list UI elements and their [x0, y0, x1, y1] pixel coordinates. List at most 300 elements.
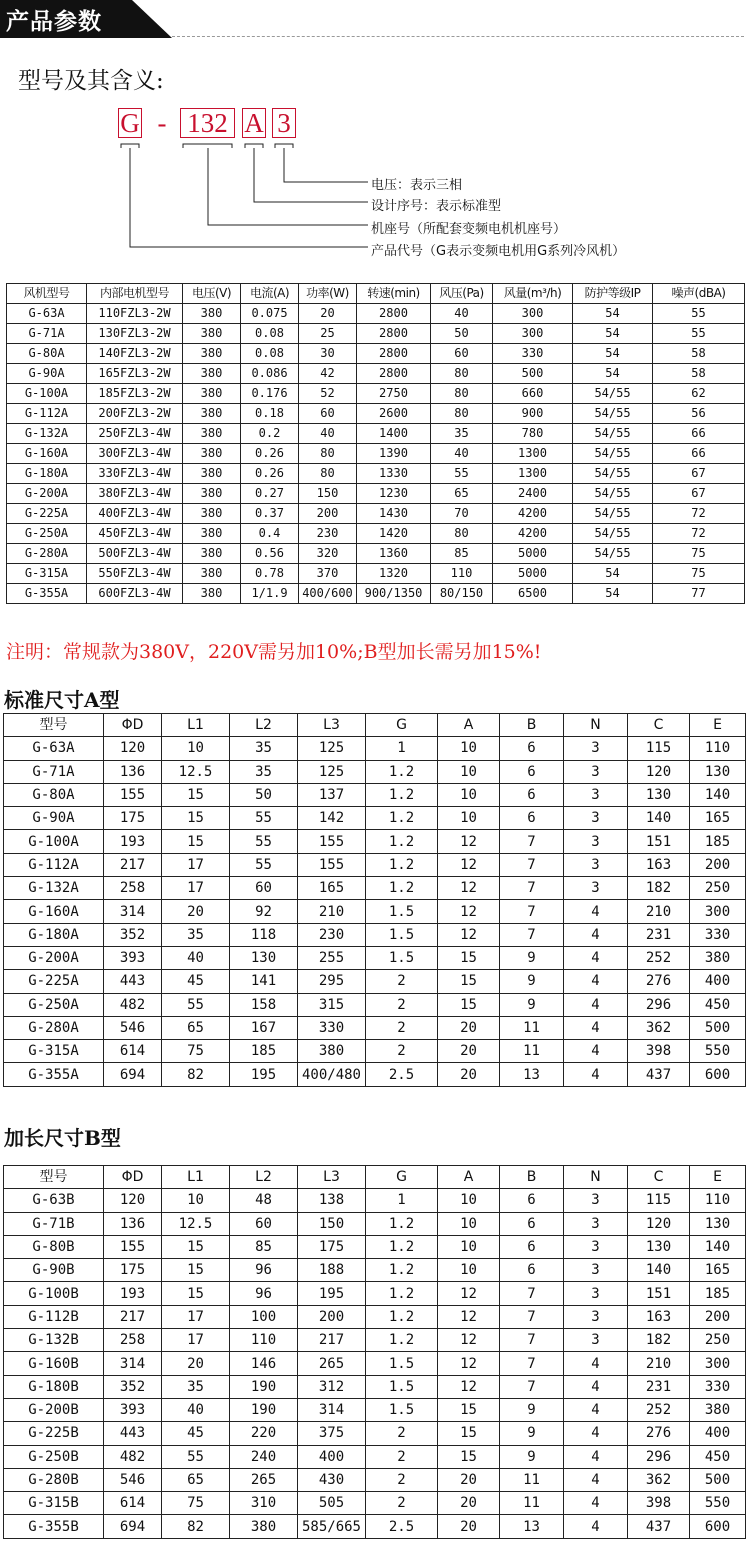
table-b-cell: G-112B	[4, 1305, 104, 1328]
table-a-header-row	[4, 714, 746, 737]
table-a-cell: 437	[628, 1063, 690, 1086]
table-b-cell: 3	[564, 1329, 628, 1352]
params-header-cell: 风压(Pa)	[431, 284, 493, 304]
params-cell: 54	[573, 564, 653, 584]
table-a-cell: 55	[162, 993, 230, 1016]
table-b-cell: 300	[690, 1352, 746, 1375]
table-a-cell: G-225A	[4, 970, 104, 993]
params-cell: G-100A	[7, 384, 87, 404]
table-b-row	[4, 1492, 746, 1515]
params-cell: 0.56	[241, 544, 299, 564]
table-b-cell: G-160B	[4, 1352, 104, 1375]
table-a-cell: 4	[564, 1063, 628, 1086]
table-a-cell: 15	[438, 946, 500, 969]
table-a-cell: 1.2	[366, 760, 438, 783]
table-a-row	[4, 1040, 746, 1063]
table-b-cell: 10	[438, 1212, 500, 1235]
table-b-cell: 12	[438, 1282, 500, 1305]
table-b-cell: 6	[500, 1259, 564, 1282]
table-a-header-cell: ΦD	[104, 714, 162, 737]
params-cell: 165FZL3-2W	[87, 364, 183, 384]
params-cell: 60	[431, 344, 493, 364]
table-b-cell: 96	[230, 1259, 298, 1282]
params-cell: 300	[493, 324, 573, 344]
params-header-cell: 风机型号	[7, 284, 87, 304]
params-cell: 55	[431, 464, 493, 484]
table-b-cell: 10	[438, 1189, 500, 1212]
params-cell: 500FZL3-4W	[87, 544, 183, 564]
table-a-cell: 4	[564, 900, 628, 923]
table-a-cell: 3	[564, 737, 628, 760]
table-b-cell: 217	[104, 1305, 162, 1328]
params-cell: 54/55	[573, 424, 653, 444]
params-row	[7, 304, 745, 324]
table-b-cell: 3	[564, 1212, 628, 1235]
table-b-cell: 314	[298, 1398, 366, 1421]
table-b-cell: 165	[690, 1259, 746, 1282]
table-a-header-cell: 型号	[4, 714, 104, 737]
table-a-cell: 4	[564, 1016, 628, 1039]
params-cell: 67	[653, 464, 745, 484]
table-a-cell: G-132A	[4, 877, 104, 900]
params-cell: 330FZL3-4W	[87, 464, 183, 484]
params-cell: 330	[493, 344, 573, 364]
params-cell: 0.086	[241, 364, 299, 384]
table-a-cell: 296	[628, 993, 690, 1016]
table-b-cell: 4	[564, 1398, 628, 1421]
table-b-cell: 13	[500, 1515, 564, 1538]
table-a-cell: G-180A	[4, 923, 104, 946]
table-b-cell: G-355B	[4, 1515, 104, 1538]
params-cell: G-250A	[7, 524, 87, 544]
table-b-header-cell: G	[366, 1166, 438, 1189]
table-b-cell: 155	[104, 1235, 162, 1258]
table-a-cell: G-63A	[4, 737, 104, 760]
params-cell: 200	[299, 504, 357, 524]
params-cell: G-355A	[7, 584, 87, 604]
table-b-cell: 380	[690, 1398, 746, 1421]
table-a-row	[4, 946, 746, 969]
table-b-cell: G-132B	[4, 1329, 104, 1352]
table-b-cell: 12	[438, 1305, 500, 1328]
table-a-cell: 4	[564, 1040, 628, 1063]
table-b-cell: 7	[500, 1329, 564, 1352]
table-b-cell: 430	[298, 1468, 366, 1491]
params-cell: 230	[299, 524, 357, 544]
table-a-cell: 4	[564, 993, 628, 1016]
table-a-cell: 546	[104, 1016, 162, 1039]
params-cell: 380	[183, 564, 241, 584]
table-b-cell: G-200B	[4, 1398, 104, 1421]
params-cell: G-315A	[7, 564, 87, 584]
params-cell: 500	[493, 364, 573, 384]
params-cell: 55	[653, 324, 745, 344]
table-b-cell: 6	[500, 1235, 564, 1258]
table-a-cell: 12	[438, 830, 500, 853]
table-a-cell: 276	[628, 970, 690, 993]
table-b-cell: 15	[438, 1398, 500, 1421]
table-a-cell: 15	[438, 993, 500, 1016]
params-header-cell: 电压(V)	[183, 284, 241, 304]
table-a-cell: 330	[690, 923, 746, 946]
table-b-row	[4, 1398, 746, 1421]
table-a-cell: G-250A	[4, 993, 104, 1016]
table-a-cell: 120	[628, 760, 690, 783]
table-a-header-cell: B	[500, 714, 564, 737]
table-b-cell: 130	[628, 1235, 690, 1258]
params-cell: 110FZL3-2W	[87, 304, 183, 324]
table-a-cell: 2	[366, 1040, 438, 1063]
table-a-row	[4, 760, 746, 783]
params-cell: 250FZL3-4W	[87, 424, 183, 444]
params-cell: 54/55	[573, 384, 653, 404]
params-cell: 550FZL3-4W	[87, 564, 183, 584]
table-a-cell: 482	[104, 993, 162, 1016]
table-b-cell: 450	[690, 1445, 746, 1468]
table-a-cell: 55	[230, 830, 298, 853]
params-cell: 80	[431, 524, 493, 544]
table-b-header-cell: B	[500, 1166, 564, 1189]
table-b-header-cell: 型号	[4, 1166, 104, 1189]
table-b-cell: 500	[690, 1468, 746, 1491]
params-row	[7, 544, 745, 564]
params-cell: 370	[299, 564, 357, 584]
table-a-cell: 35	[230, 737, 298, 760]
params-row	[7, 324, 745, 344]
table-b-cell: 9	[500, 1398, 564, 1421]
table-a-cell: 11	[500, 1016, 564, 1039]
table-a-cell: G-90A	[4, 807, 104, 830]
table-a-cell: 330	[298, 1016, 366, 1039]
table-b-header-cell: L2	[230, 1166, 298, 1189]
table-b-cell: 130	[690, 1212, 746, 1235]
params-cell: 25	[299, 324, 357, 344]
table-a-cell: 17	[162, 853, 230, 876]
table-b-cell: 314	[104, 1352, 162, 1375]
params-row	[7, 584, 745, 604]
params-cell: 380	[183, 524, 241, 544]
table-b-cell: 20	[438, 1468, 500, 1491]
table-a-cell: 4	[564, 923, 628, 946]
code-dash: -	[157, 108, 167, 138]
table-b-cell: 4	[564, 1492, 628, 1515]
table-b-cell: 20	[438, 1515, 500, 1538]
table-a-cell: 40	[162, 946, 230, 969]
code-product: G	[118, 108, 142, 138]
params-row	[7, 484, 745, 504]
params-cell: 60	[299, 404, 357, 424]
table-a-cell: 500	[690, 1016, 746, 1039]
table-a-header-cell: E	[690, 714, 746, 737]
table-b-cell: 10	[438, 1235, 500, 1258]
table-b-row	[4, 1352, 746, 1375]
params-cell: 0.08	[241, 324, 299, 344]
legend-voltage: 电压：表示三相	[371, 178, 463, 193]
table-a-cell: 142	[298, 807, 366, 830]
table-b-cell: 1.2	[366, 1212, 438, 1235]
table-a-cell: 217	[104, 853, 162, 876]
table-b-cell: 15	[438, 1445, 500, 1468]
table-a-cell: 35	[162, 923, 230, 946]
params-cell: 80	[431, 384, 493, 404]
table-b-cell: 110	[690, 1189, 746, 1212]
table-b-cell: 1.2	[366, 1259, 438, 1282]
table-b-title: 加长尺寸B型	[4, 1126, 121, 1150]
table-a-title: 标准尺寸A型	[4, 688, 120, 712]
params-cell: 300	[493, 304, 573, 324]
table-b-cell: 2	[366, 1468, 438, 1491]
params-cell: 72	[653, 524, 745, 544]
table-a-header-cell: C	[628, 714, 690, 737]
table-a-cell: 140	[690, 783, 746, 806]
table-a-cell: 400	[690, 970, 746, 993]
table-b-cell: 4	[564, 1375, 628, 1398]
table-b-cell: 20	[162, 1352, 230, 1375]
table-a-cell: 362	[628, 1016, 690, 1039]
params-cell: 380	[183, 364, 241, 384]
table-b-cell: 550	[690, 1492, 746, 1515]
params-cell: 380	[183, 444, 241, 464]
table-b-cell: 330	[690, 1375, 746, 1398]
table-b-cell: 12	[438, 1352, 500, 1375]
params-cell: G-71A	[7, 324, 87, 344]
table-b-cell: G-225B	[4, 1422, 104, 1445]
table-a-cell: 1.5	[366, 923, 438, 946]
params-cell: 400/600	[299, 584, 357, 604]
params-cell: G-180A	[7, 464, 87, 484]
table-a-cell: 600	[690, 1063, 746, 1086]
table-b-cell: 400	[690, 1422, 746, 1445]
table-b-row	[4, 1468, 746, 1491]
table-b-header-cell: E	[690, 1166, 746, 1189]
table-a-cell: 10	[438, 737, 500, 760]
params-cell: 0.176	[241, 384, 299, 404]
params-header-cell: 风量(m³/h)	[493, 284, 573, 304]
table-a-cell: 3	[564, 807, 628, 830]
table-a-cell: 1	[366, 737, 438, 760]
table-a-cell: 2.5	[366, 1063, 438, 1086]
table-a-cell: 12	[438, 853, 500, 876]
table-b-cell: 140	[628, 1259, 690, 1282]
table-b-cell: 3	[564, 1305, 628, 1328]
params-cell: 1390	[357, 444, 431, 464]
table-b-cell: 7	[500, 1352, 564, 1375]
params-cell: 2800	[357, 364, 431, 384]
params-cell: 54	[573, 304, 653, 324]
params-cell: 72	[653, 504, 745, 524]
table-b-cell: 175	[104, 1259, 162, 1282]
params-cell: 450FZL3-4W	[87, 524, 183, 544]
table-b-cell: 4	[564, 1445, 628, 1468]
params-cell: 75	[653, 564, 745, 584]
table-b-cell: 220	[230, 1422, 298, 1445]
params-cell: 400FZL3-4W	[87, 504, 183, 524]
params-cell: 1300	[493, 464, 573, 484]
table-b-cell: 614	[104, 1492, 162, 1515]
table-b-cell: 252	[628, 1398, 690, 1421]
table-a-cell: G-112A	[4, 853, 104, 876]
params-cell: G-200A	[7, 484, 87, 504]
table-a-cell: 393	[104, 946, 162, 969]
table-a-cell: 9	[500, 946, 564, 969]
table-a-cell: 20	[438, 1063, 500, 1086]
table-b-row	[4, 1422, 746, 1445]
table-a-row	[4, 783, 746, 806]
table-b-cell: 3	[564, 1259, 628, 1282]
params-header-cell: 内部电机型号	[87, 284, 183, 304]
params-cell: 54/55	[573, 544, 653, 564]
table-a-cell: 2	[366, 1016, 438, 1039]
table-b-cell: 362	[628, 1468, 690, 1491]
table-a-cell: 13	[500, 1063, 564, 1086]
table-b-cell: 1.2	[366, 1235, 438, 1258]
params-header-cell: 防护等级IP	[573, 284, 653, 304]
table-b-header-cell: L1	[162, 1166, 230, 1189]
table-a-header-cell: L1	[162, 714, 230, 737]
params-cell: 52	[299, 384, 357, 404]
params-cell: 380	[183, 544, 241, 564]
params-cell: 1420	[357, 524, 431, 544]
table-b-cell: 1.2	[366, 1329, 438, 1352]
table-a-cell: 6	[500, 783, 564, 806]
params-row	[7, 424, 745, 444]
params-cell: 2600	[357, 404, 431, 424]
params-cell: 80	[299, 444, 357, 464]
params-row	[7, 464, 745, 484]
params-cell: 54/55	[573, 464, 653, 484]
table-b-cell: 15	[162, 1259, 230, 1282]
table-a-cell: 352	[104, 923, 162, 946]
table-a-cell: 92	[230, 900, 298, 923]
table-b-header-cell: N	[564, 1166, 628, 1189]
table-b-cell: G-80B	[4, 1235, 104, 1258]
table-b-cell: 3	[564, 1282, 628, 1305]
params-row	[7, 384, 745, 404]
table-a-cell: 3	[564, 760, 628, 783]
params-cell: 1330	[357, 464, 431, 484]
params-cell: 80	[299, 464, 357, 484]
table-b-header-cell: L3	[298, 1166, 366, 1189]
params-cell: 50	[431, 324, 493, 344]
params-cell: 0.075	[241, 304, 299, 324]
params-cell: 140FZL3-2W	[87, 344, 183, 364]
table-a-cell: G-100A	[4, 830, 104, 853]
code-seat: 132	[180, 108, 235, 138]
table-a-cell: 10	[438, 783, 500, 806]
table-a-cell: 380	[298, 1040, 366, 1063]
table-a-cell: 200	[690, 853, 746, 876]
table-a-cell: 2	[366, 970, 438, 993]
table-a-cell: 130	[230, 946, 298, 969]
params-cell: 85	[431, 544, 493, 564]
table-a-cell: 398	[628, 1040, 690, 1063]
table-b-cell: 6	[500, 1189, 564, 1212]
table-b-cell: 195	[298, 1282, 366, 1305]
table-b-cell: 1.5	[366, 1375, 438, 1398]
params-cell: 40	[431, 304, 493, 324]
table-a-cell: 141	[230, 970, 298, 993]
table-a-row	[4, 923, 746, 946]
params-cell: G-90A	[7, 364, 87, 384]
table-b-cell: 1.5	[366, 1352, 438, 1375]
table-a-cell: 115	[628, 737, 690, 760]
table-a-cell: 3	[564, 783, 628, 806]
params-row	[7, 444, 745, 464]
params-cell: 380	[183, 404, 241, 424]
table-a-cell: 15	[438, 970, 500, 993]
table-b-cell: 265	[298, 1352, 366, 1375]
params-row	[7, 564, 745, 584]
table-b-cell: 12	[438, 1329, 500, 1352]
params-cell: 380	[183, 324, 241, 344]
table-b-cell: 200	[298, 1305, 366, 1328]
table-a-cell: 125	[298, 760, 366, 783]
table-b-cell: 15	[438, 1422, 500, 1445]
table-a-cell: 20	[162, 900, 230, 923]
params-row	[7, 364, 745, 384]
params-cell: 1320	[357, 564, 431, 584]
params-cell: 900	[493, 404, 573, 424]
table-a-cell: 55	[230, 853, 298, 876]
table-a-cell: 155	[298, 853, 366, 876]
params-header-cell: 转速(min)	[357, 284, 431, 304]
table-b-cell: 120	[628, 1212, 690, 1235]
params-row	[7, 524, 745, 544]
table-a-cell: G-315A	[4, 1040, 104, 1063]
table-b-cell: 48	[230, 1189, 298, 1212]
table-b-cell: 100	[230, 1305, 298, 1328]
params-cell: G-280A	[7, 544, 87, 564]
table-b-cell: 2	[366, 1445, 438, 1468]
table-b-cell: 250	[690, 1329, 746, 1352]
table-a-cell: 151	[628, 830, 690, 853]
table-a-cell: 12	[438, 900, 500, 923]
params-cell: 380	[183, 584, 241, 604]
table-b-cell: 15	[162, 1235, 230, 1258]
table-b-row	[4, 1445, 746, 1468]
table-a-cell: 3	[564, 877, 628, 900]
legend-product: 产品代号（G表示变频电机用G系列冷风机）	[371, 244, 626, 259]
table-a-header-cell: A	[438, 714, 500, 737]
params-header-cell: 电流(A)	[241, 284, 299, 304]
table-b-cell: G-100B	[4, 1282, 104, 1305]
table-b-cell: 17	[162, 1305, 230, 1328]
table-a-cell: 7	[500, 853, 564, 876]
table-b-cell: 163	[628, 1305, 690, 1328]
table-a-cell: 12	[438, 923, 500, 946]
params-cell: 80	[431, 404, 493, 424]
table-b-cell: 17	[162, 1329, 230, 1352]
table-b-cell: 9	[500, 1422, 564, 1445]
table-a-cell: 315	[298, 993, 366, 1016]
params-cell: 380	[183, 464, 241, 484]
table-b-cell: 296	[628, 1445, 690, 1468]
table-a-cell: 15	[162, 807, 230, 830]
table-a-cell: 2	[366, 993, 438, 1016]
table-b-cell: 265	[230, 1468, 298, 1491]
table-b-row	[4, 1282, 746, 1305]
table-a-cell: 450	[690, 993, 746, 1016]
params-cell: 2750	[357, 384, 431, 404]
params-cell: 0.2	[241, 424, 299, 444]
table-a-cell: 165	[690, 807, 746, 830]
params-cell: G-225A	[7, 504, 87, 524]
table-b-cell: 1.5	[366, 1398, 438, 1421]
table-a-cell: 185	[230, 1040, 298, 1063]
table-b-row	[4, 1375, 746, 1398]
table-a-cell: 130	[690, 760, 746, 783]
params-cell: 54/55	[573, 524, 653, 544]
